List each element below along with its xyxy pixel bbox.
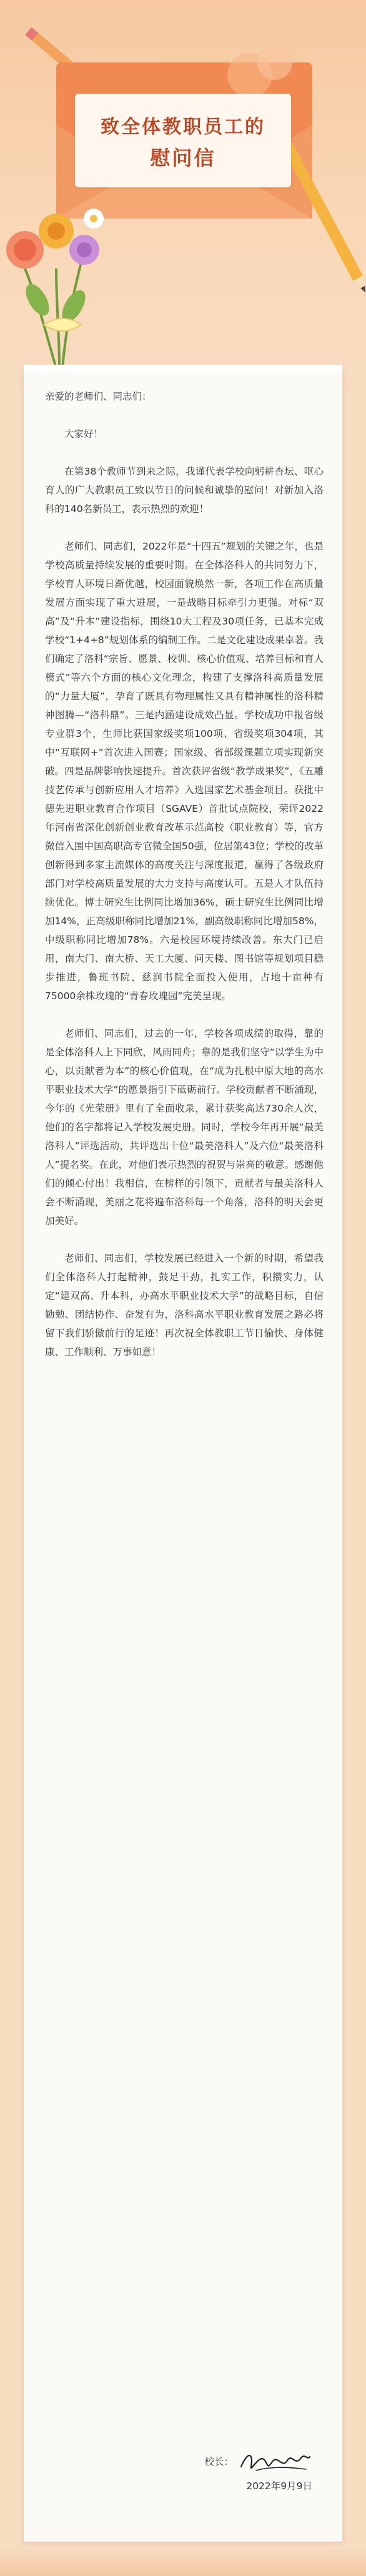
letter-paper bbox=[24, 368, 342, 2542]
title-card bbox=[75, 94, 291, 187]
flower-bouquet-icon bbox=[0, 181, 112, 381]
letter-greeting: 大家好！ bbox=[64, 428, 104, 440]
signer-role: 校长： bbox=[204, 2456, 234, 2467]
handwritten-signature bbox=[237, 2448, 312, 2475]
pencil-right-icon bbox=[279, 112, 366, 312]
letter-paragraph: 在第38个教师节到来之际，我谨代表学校向躬耕杏坛、呕心育人的广大教职员工致以节日的问候和诚挚的慰问！对新加入洛科的140名新员工，表示热烈的欢迎！ bbox=[45, 466, 324, 515]
page-subtitle: 慰问信 bbox=[150, 146, 216, 170]
footer-background bbox=[0, 2548, 366, 2576]
letter-date: 2022年9月9日 bbox=[246, 2480, 312, 2492]
signature-block bbox=[204, 2448, 312, 2497]
letter-paragraph: 老师们、同志们，过去的一年，学校各项成绩的取得，靠的是全体洛科人上下同欣，风雨同舟；靠的是我们坚守“以学生为中心，以贡献者为本”的核心价值观，在“成为扎根中原大地的高水平职业技术大学”的愿景指引下砥砺前行。学校贡献者不断涌现，今年的《光荣册》里有了全面收录，累计获奖高达730余人次，他们的名字都将记入学校发展史册。同时，学校今年再开展“最美洛科人”评选活动，共评选出十位“最美洛科人”及六位“最美洛科人”提名奖。在此，对他们表示热烈的祝贺与崇高的敬意。感谢他们的倾心付出！我相信，在榜样的引领下，贡献者与最美洛科人会不断涌现，美丽之花将遍布洛科每一个角落，洛科的明天会更加美好。 bbox=[45, 1028, 324, 1226]
letter-body bbox=[45, 387, 324, 1380]
letter-paragraph: 老师们、同志们，学校发展已经进入一个新的时期，希望我们全体洛科人打起精神，鼓足干劲，扎实工作，积攒实力，认定“建双高、升本科，办高水平职业技术大学”的战略目标，自信勤勉、团结协作、奋发有为，洛科高水平职业教育发展之路必将留下我们骄傲前行的足迹！再次祝全体教职工节日愉快、身体健康、工作顺利、万事如意！ bbox=[45, 1253, 324, 1358]
paper-edge bbox=[24, 365, 342, 372]
letter-paragraph: 老师们、同志们，2022年是“十四五”规划的关键之年，也是学校高质量持续发展的重要时期。在全体洛科人的共同努力下，学校育人环境日渐优越，校园面貌焕然一新，各项工作在高质量发展方面实现了重大进展，一是战略目标牵引力更强。对标“双高”及“升本”建设指标，围绕10大工程及30项任务，已基本完成学校“1+4+8”规划体系的编制工作。二是文化建设成果卓著。我们确定了洛科“宗旨、愿景、校训、核心价值观、培养目标和育人模式”等六个方面的核心文化理念，构建了支撑洛科高质量发展的“力量大厦”，孕育了既具有物理属性又具有精神属性的洛科精神图腾—“洛科鼎”。三是内涵建设成效凸显。学校成功申报省级专业群3个，生师比获国家级奖项100项、省级奖项304项，其中“互联网+”首次进入国赛；国家级、省部级课题立项实现新突破。四是品牌影响快速提升。首次获评省级“教学成果奖”，《五雕技艺传承与创新应用人才培养》入选国家艺术基金项目。获批中德先进职业教育合作项目（SGAVE）首批试点院校，荣评2022年河南省深化创新创业教育改革示范高校（职业教育）等，官方微信入围中国高职高专官微全国50强，位居第43位；学校的改革创新得到多家主流媒体的高度关注与深度报道，赢得了各级政府部门对学校高质量发展的大力支持与高度认可。五是人才队伍持续优化。博士研究生比例同比增加36%，硕士研究生比例同比增加14%，正高级职称同比增加21%，副高级职称同比增加58%，中级职称同比增加78%。六是校园环境持续改善。东大门已启用，南大门、南大桥、天工大厦、问天楼、图书馆等规划项目稳步推进，鲁班书院、慈润书院全面投入使用，占地十亩种有75000余株玫瑰的“青春玫瑰园”完美呈现。 bbox=[45, 541, 324, 1002]
page-title: 致全体教职员工的 bbox=[101, 116, 265, 138]
letter-salutation: 亲爱的老师们、同志们： bbox=[45, 391, 152, 402]
